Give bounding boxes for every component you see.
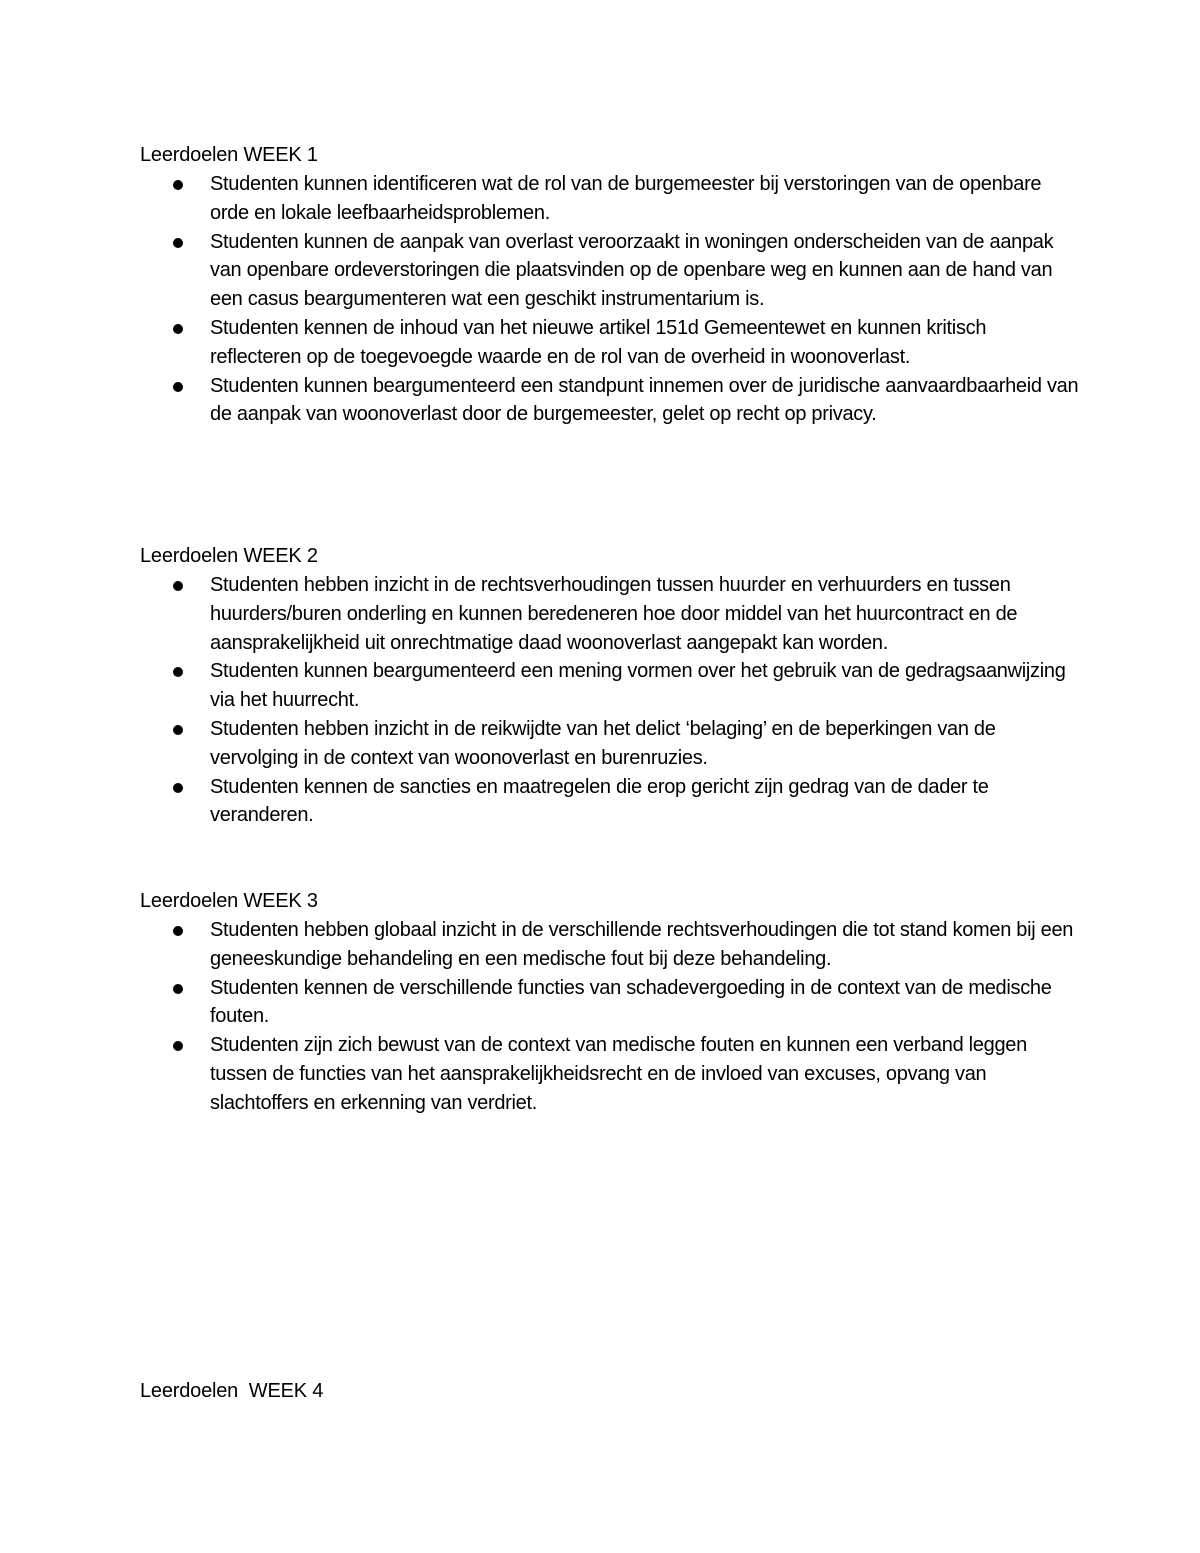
week-1-heading: Leerdoelen WEEK 1 xyxy=(140,144,318,166)
goal-text: Studenten kunnen identificeren wat de rol van de burgemeester bij verstoringen van de openbare orde en lokale leefbaarheidsproblemen. xyxy=(210,173,1042,224)
week-1-section xyxy=(140,141,1080,429)
bullet-icon xyxy=(173,783,183,793)
list-item xyxy=(140,314,1080,372)
week-3-section xyxy=(140,887,1080,1118)
goal-text: Studenten kennen de sancties en maatregelen die erop gericht zijn gedrag van de dader te veranderen. xyxy=(210,775,989,827)
list-item xyxy=(140,228,1080,314)
list-item xyxy=(140,657,1080,715)
week-4-section xyxy=(140,1377,1080,1406)
list-item xyxy=(140,372,1080,430)
week-3-goal-list xyxy=(140,916,1080,1118)
week-4-heading: Leerdoelen WEEK 4 xyxy=(140,1380,324,1402)
bullet-icon xyxy=(173,926,183,936)
bullet-icon xyxy=(173,725,183,735)
list-item xyxy=(140,916,1080,974)
week-2-heading: Leerdoelen WEEK 2 xyxy=(140,545,318,567)
goal-text: Studenten kennen de inhoud van het nieuwe artikel 151d Gemeentewet en kunnen kritisch reflecteren op de toegevoegde waarde en de rol van de overheid in woonoverlast. xyxy=(210,316,987,368)
bullet-icon xyxy=(173,324,183,334)
list-item xyxy=(140,1031,1080,1117)
goal-text: Studenten hebben inzicht in de reikwijdte van het delict ‘belaging’ en de beperkingen van de vervolging in de context van woonoverlast en burenruzies. xyxy=(210,717,996,769)
bullet-icon xyxy=(173,667,183,677)
goal-text: Studenten kunnen beargumenteerd een standpunt innemen over de juridische aanvaardbaarheid van de aanpak van woonoverlast door de burgemeester, gelet op recht op privacy. xyxy=(210,374,1079,426)
list-item xyxy=(140,715,1080,773)
week-2-goal-list xyxy=(140,571,1080,830)
list-item xyxy=(140,571,1080,657)
bullet-icon xyxy=(173,238,183,248)
week-2-section xyxy=(140,542,1080,830)
goal-text: Studenten kunnen de aanpak van overlast veroorzaakt in woningen onderscheiden van de aanpak van openbare ordeverstoringen die plaatsvinden op de openbare weg en kunnen aan de hand van een casus beargumenteren wat een geschikt instrumentarium is. xyxy=(210,230,1054,311)
bullet-icon xyxy=(173,382,183,392)
bullet-icon xyxy=(173,581,183,591)
bullet-icon xyxy=(173,180,183,190)
bullet-icon xyxy=(173,1041,183,1051)
goal-text: Studenten hebben globaal inzicht in de verschillende rechtsverhoudingen die tot stand komen bij een geneeskundige behandeling en een medische fout bij deze behandeling. xyxy=(210,919,1074,970)
week-3-heading: Leerdoelen WEEK 3 xyxy=(140,890,318,912)
list-item xyxy=(140,170,1080,228)
list-item xyxy=(140,974,1080,1032)
list-item xyxy=(140,773,1080,831)
week-1-goal-list xyxy=(140,170,1080,429)
goal-text: Studenten kunnen beargumenteerd een mening vormen over het gebruik van de gedragsaanwijzing via het huurrecht. xyxy=(210,660,1066,712)
bullet-icon xyxy=(173,984,183,994)
goal-text: Studenten zijn zich bewust van de context van medische fouten en kunnen een verband leggen tussen de functies van het aansprakelijkheidsrecht en de invloed van excuses, opvang van slachtoffers en erkenning van verdriet. xyxy=(210,1034,1027,1114)
goal-text: Studenten kennen de verschillende functies van schadevergoeding in de context van de medische fouten. xyxy=(210,976,1052,1028)
goal-text: Studenten hebben inzicht in de rechtsverhoudingen tussen huurder en verhuurders en tussen huurders/buren onderling en kunnen beredeneren hoe door middel van het huurcontract en de aansprakelijkheid uit onrechtmatige daad woonoverlast aangepakt kan worden. xyxy=(210,574,1018,654)
